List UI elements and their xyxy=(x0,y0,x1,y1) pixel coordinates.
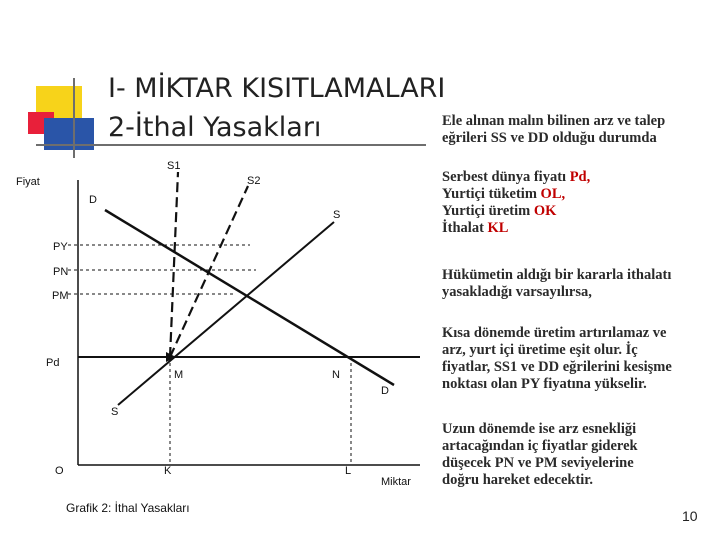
d-bottom-label: D xyxy=(381,385,389,397)
page-number: 10 xyxy=(682,508,698,524)
pn-label: PN xyxy=(53,266,69,278)
py-label: PY xyxy=(53,241,68,253)
free-trade-paragraph: Serbest dünya fiyatı Pd, Yurtiçi tüketim OL, Yurtiçi üretim OK İthalat KL xyxy=(442,169,591,236)
long-run-supply-s2 xyxy=(170,186,248,357)
short-run-supply-s1 xyxy=(170,172,178,357)
diagram-caption: Grafik 2: İthal Yasakları xyxy=(66,501,190,515)
s-bottom-label: S xyxy=(111,406,119,418)
d-top-label: D xyxy=(89,194,97,206)
pm-label: PM xyxy=(52,290,69,302)
s-top-label: S xyxy=(333,209,341,221)
point-m-label: M xyxy=(174,369,184,381)
production-value: OK xyxy=(533,203,557,219)
import-value: KL xyxy=(487,220,509,236)
s2-label: S2 xyxy=(247,175,261,187)
point-n-label: N xyxy=(332,369,340,381)
slide-title-line1: I- MİKTAR KISITLAMALARI xyxy=(108,73,446,104)
consumption-value: OL, xyxy=(540,186,566,202)
world-price-value: Pd, xyxy=(569,169,591,185)
ban-paragraph: Hükümetin aldığı bir kararla ithalatı yasakladığı varsayılırsa, xyxy=(442,267,672,300)
supply-curve-ss xyxy=(118,222,334,405)
point-l-label: L xyxy=(345,465,352,477)
intro-note-line2: eğrileri SS ve DD olduğu durumda xyxy=(442,130,657,146)
s1-label: S1 xyxy=(167,160,181,172)
demand-curve-dd xyxy=(105,210,394,385)
slide-title-line2: 2-İthal Yasakları xyxy=(108,112,322,143)
pd-label: Pd xyxy=(46,357,60,369)
x-axis-label: Miktar xyxy=(381,476,411,488)
origin-label: O xyxy=(55,465,64,477)
intro-note-line1: Ele alınan malın bilinen arz ve talep xyxy=(442,113,666,129)
long-run-paragraph: Uzun dönemde ise arz esnekliği artacağından iç fiyatlar giderek düşecek PN ve PM seviyelerine doğru hareket edecektir. xyxy=(442,421,638,488)
short-run-paragraph: Kısa dönemde üretim artırılamaz ve arz, yurt içi üretime eşit olur. İç fiyatlar, SS1 ve DD eğrilerini kesişme noktası olan PY fiyatına yükselir. xyxy=(442,325,672,392)
y-axis-label: Fiyat xyxy=(16,176,40,188)
point-k-label: K xyxy=(164,465,172,477)
